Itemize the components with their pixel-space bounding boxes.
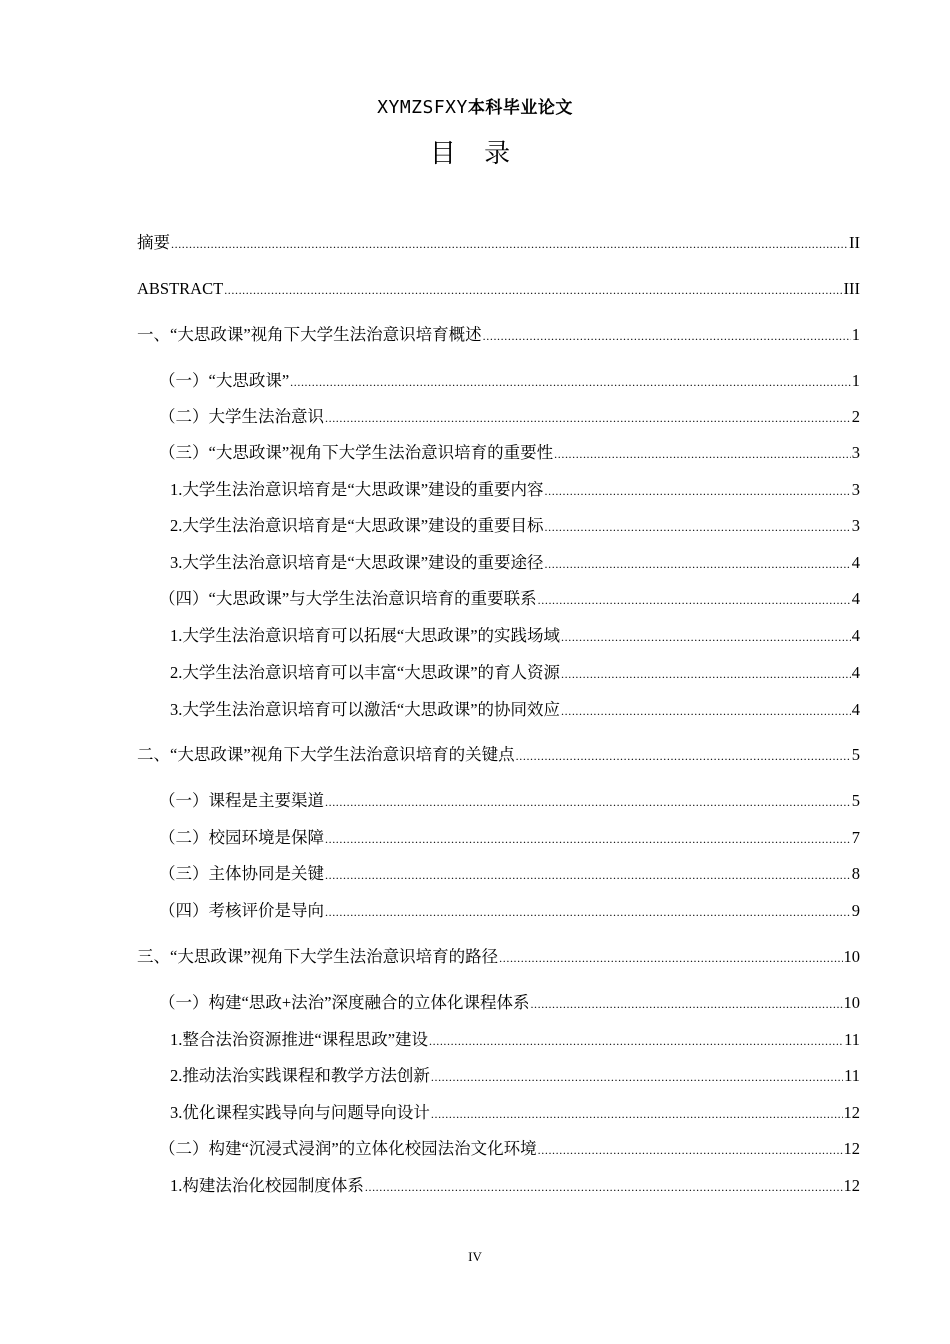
toc-label: （三）主体协同是关键 — [159, 864, 324, 883]
toc-label: （一）课程是主要渠道 — [159, 791, 324, 810]
toc-page-number: 12 — [843, 1176, 860, 1195]
toc-page-number: 8 — [851, 864, 860, 883]
toc-label: 2.大学生法治意识培育可以丰富“大思政课”的育人资源 — [170, 663, 561, 682]
toc-label: （四）“大思政课”与大学生法治意识培育的重要联系 — [159, 589, 537, 608]
dot-leader — [538, 589, 851, 611]
toc-entry-abstract-en[interactable] — [137, 278, 860, 300]
toc-entry-subsection-1-3-1[interactable] — [170, 479, 860, 501]
toc-entry-section-2-2[interactable] — [159, 827, 860, 849]
dot-leader — [325, 901, 851, 923]
dot-leader — [325, 407, 851, 429]
toc-label: （一）“大思政课” — [159, 371, 290, 390]
dot-leader — [538, 1139, 843, 1161]
toc-page-number: 12 — [843, 1103, 860, 1122]
dot-leader — [561, 663, 851, 685]
toc-label: 一、“大思政课”视角下大学生法治意识培育概述 — [137, 325, 482, 344]
toc-page-number: 4 — [851, 663, 860, 682]
toc-label: （四）考核评价是导向 — [159, 901, 324, 920]
toc-page-number: 4 — [851, 700, 860, 719]
toc-page-number: 4 — [851, 553, 860, 572]
toc-page-number: 7 — [851, 828, 860, 847]
toc-entry-section-2-4[interactable] — [159, 900, 860, 922]
dot-leader — [431, 1066, 843, 1088]
toc-entry-subsection-3-1-2[interactable] — [170, 1065, 860, 1087]
dot-leader — [325, 828, 851, 850]
toc-entry-chapter-1[interactable] — [137, 324, 860, 346]
toc-page-number: 10 — [843, 993, 860, 1012]
dot-leader — [530, 993, 842, 1015]
toc-entry-section-1-3[interactable] — [159, 442, 860, 464]
toc-entry-subsection-1-4-1[interactable] — [170, 625, 860, 647]
toc-label: 摘要 — [137, 233, 170, 252]
page-number-footer: IV — [468, 1249, 482, 1264]
toc-label: 3.大学生法治意识培育是“大思政课”建设的重要途径 — [170, 553, 544, 572]
toc-page-number: 10 — [843, 947, 860, 966]
toc-entry-section-3-2[interactable] — [159, 1138, 860, 1160]
dot-leader — [171, 233, 848, 255]
toc-label: 三、“大思政课”视角下大学生法治意识培育的路径 — [137, 947, 499, 966]
toc-page-number: 3 — [851, 443, 860, 462]
toc-entry-subsection-3-1-1[interactable] — [170, 1029, 860, 1051]
toc-entry-subsection-1-4-3[interactable] — [170, 699, 860, 721]
toc-page-number: II — [849, 233, 860, 252]
toc-page-number: 12 — [843, 1139, 860, 1158]
toc-page-number: 11 — [844, 1030, 860, 1049]
toc-page-number: III — [843, 279, 860, 298]
header-school-code: XYMZSFXY — [377, 97, 468, 118]
toc-entry-section-3-1[interactable] — [159, 992, 860, 1014]
toc-entry-chapter-2[interactable] — [137, 744, 860, 766]
toc-page-number: 9 — [851, 901, 860, 920]
toc-page-number: 11 — [844, 1066, 860, 1085]
toc-label: （二）校园环境是保障 — [159, 828, 324, 847]
dot-leader — [325, 864, 851, 886]
toc-page-number: 3 — [851, 516, 860, 535]
toc-page-number: 3 — [851, 480, 860, 499]
toc-entry-section-2-1[interactable] — [159, 790, 860, 812]
toc-label: 2.大学生法治意识培育是“大思政课”建设的重要目标 — [170, 516, 544, 535]
toc-page-number: 1 — [851, 371, 860, 390]
dot-leader — [516, 745, 851, 767]
toc-entry-subsection-1-3-3[interactable] — [170, 552, 860, 574]
dot-leader — [545, 553, 851, 575]
dot-leader — [290, 371, 851, 393]
toc-entry-chapter-3[interactable] — [137, 946, 860, 968]
dot-leader — [499, 947, 842, 969]
toc-label: （一）构建“思政+法治”深度融合的立体化课程体系 — [159, 993, 530, 1012]
toc-page-number: 4 — [851, 589, 860, 608]
dot-leader — [325, 791, 851, 813]
toc-label: 2.推动法治实践课程和教学方法创新 — [170, 1066, 430, 1085]
toc-entry-subsection-3-1-3[interactable] — [170, 1102, 860, 1124]
toc-page-number: 2 — [851, 407, 860, 426]
dot-leader — [561, 626, 851, 648]
toc-label: 1.大学生法治意识培育可以拓展“大思政课”的实践场域 — [170, 626, 561, 645]
page-title: 目 录 — [429, 139, 521, 169]
dot-leader — [224, 279, 842, 301]
toc-entry-section-1-4[interactable] — [159, 588, 860, 610]
dot-leader — [554, 443, 851, 465]
header-thesis-type: 本科毕业论文 — [467, 98, 573, 118]
toc-label: 3.大学生法治意识培育可以激活“大思政课”的协同效应 — [170, 700, 561, 719]
toc-entry-section-1-1[interactable] — [159, 370, 860, 392]
toc-label: （三）“大思政课”视角下大学生法治意识培育的重要性 — [159, 443, 554, 462]
toc-label: 1.大学生法治意识培育是“大思政课”建设的重要内容 — [170, 480, 544, 499]
dot-leader — [483, 325, 851, 347]
toc-label: （二）大学生法治意识 — [159, 407, 324, 426]
toc-page-number: 4 — [851, 626, 860, 645]
toc-label: （二）构建“沉浸式浸润”的立体化校园法治文化环境 — [159, 1139, 537, 1158]
toc-label: ABSTRACT — [137, 279, 224, 298]
toc-entry-subsection-1-3-2[interactable] — [170, 515, 860, 537]
toc-entry-section-2-3[interactable] — [159, 863, 860, 885]
toc-label: 1.构建法治化校园制度体系 — [170, 1176, 364, 1195]
dot-leader — [429, 1030, 843, 1052]
toc-entry-subsection-1-4-2[interactable] — [170, 662, 860, 684]
toc-page-number: 1 — [851, 325, 860, 344]
toc-label: 3.优化课程实践导向与问题导向设计 — [170, 1103, 430, 1122]
toc-page-number: 5 — [851, 791, 860, 810]
thesis-header — [0, 93, 950, 119]
dot-leader — [545, 480, 851, 502]
dot-leader — [545, 516, 851, 538]
dot-leader — [431, 1103, 843, 1125]
dot-leader — [561, 700, 851, 722]
toc-page-number: 5 — [851, 745, 860, 764]
toc-label: 1.整合法治资源推进“课程思政”建设 — [170, 1030, 429, 1049]
toc-entry-subsection-3-2-1[interactable] — [170, 1175, 860, 1197]
toc-label: 二、“大思政课”视角下大学生法治意识培育的关键点 — [137, 745, 515, 764]
toc-entry-abstract-cn[interactable] — [137, 232, 860, 254]
toc-entry-section-1-2[interactable] — [159, 406, 860, 428]
dot-leader — [365, 1176, 843, 1198]
